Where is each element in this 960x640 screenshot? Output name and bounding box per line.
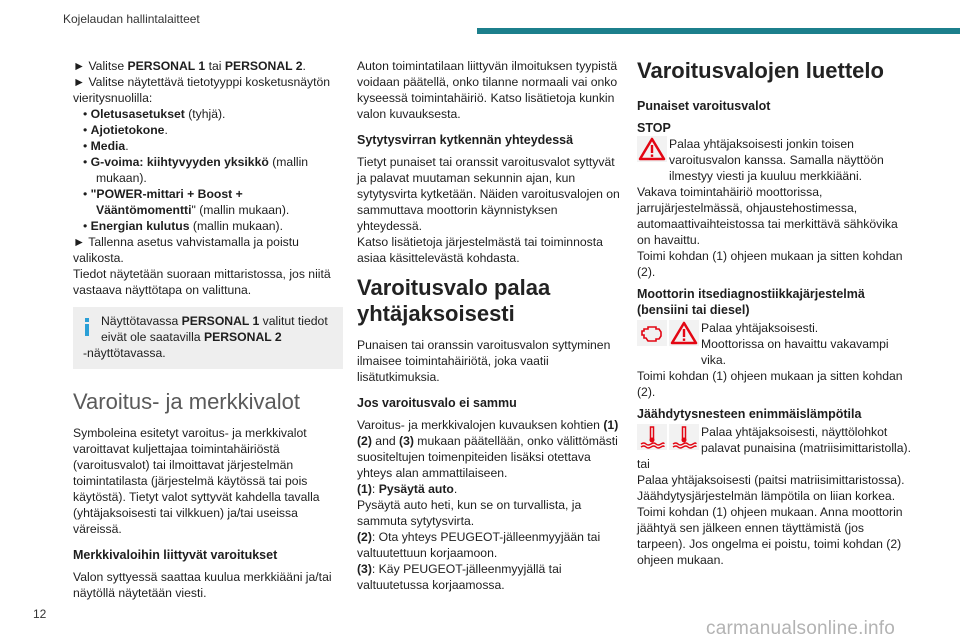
diag-title: Moottorin itsediagnostiikkajärjestelmä (bensiini tai diesel)	[637, 287, 865, 317]
stop-text-1: Palaa yhtäjaksoisesti jonkin toisen varoitusvalon kanssa. Samalla näyttöön ilmestyy viesti ja kuuluu merkkiääni.	[669, 137, 884, 183]
subheading-not-off: Jos varoitusvalo ei sammu	[357, 396, 517, 410]
coolant-temperature-icon	[637, 424, 667, 450]
bullet-power-meter: • "POWER-mittari + Boost + Vääntömomentti" (mallin mukaan).	[83, 187, 290, 217]
step-save: ► Tallenna asetus vahvistamalla ja poistu valikosta.	[73, 235, 299, 265]
header-accent-bar	[477, 28, 960, 34]
bullet-default: • Oletusasetukset (tyhjä).	[83, 107, 226, 121]
subheading-red-lights: Punaiset varoitusvalot	[637, 99, 771, 113]
alerts-text: Valon syttyessä saattaa kuulua merkkiääni ja/tai näytöllä näytetään viesti.	[73, 570, 332, 600]
engine-diagnostic-icon	[637, 320, 667, 346]
watermark: carmanualsonline.info	[706, 618, 896, 639]
diag-texts	[701, 320, 912, 368]
heading-warning-list: Varoitusvalojen luettelo	[637, 58, 884, 83]
heading-steady-light: Varoitusvalo palaa yhtäjaksoisesti	[357, 275, 551, 326]
diag-text-1: Palaa yhtäjaksoisesti.	[701, 321, 819, 335]
page-number: 12	[33, 607, 47, 621]
section-intro: Symboleina esitetyt varoitus- ja merkkivalot varoittavat kuljettajaa toimintahäiriöstä (varoitusvalot) tai ilmoittavat järjestelmän toimintatilasta (järjestelmä käytössä tai pois käytöstä). Tietyt valot syttyvät kahdella tavalla (yhtäjaksoisesti tai vilkkuen) ja/tai useissa väreissä.	[73, 426, 320, 536]
stop-title: STOP	[637, 121, 671, 135]
display-note: Tiedot näytetään suoraan mittaristossa, jos niitä vastaava näyttötapa on valittuna.	[73, 267, 331, 297]
stop-warning-icon-2	[669, 320, 699, 346]
steady-light-text: Punaisen tai oranssin varoitusvalon syttyminen ilmaisee toimintahäiriötä, joka vaatii lisätutkimuksia.	[357, 338, 611, 384]
not-off-text: Varoitus- ja merkkivalojen kuvauksen kohtien (1)(2) and (3) mukaan päätellään, onko välittömästi suositeltujen toimenpiteiden lisäksi otettava yhteys alan ammattilaiseen.	[357, 418, 619, 480]
diag-text-2: Moottorissa on havaittu vakavampi vika.	[701, 337, 889, 367]
column-2	[357, 58, 620, 593]
diag-row	[637, 320, 912, 368]
stop-warning-icon	[637, 136, 667, 162]
coolant-temperature-icon-2	[669, 424, 699, 450]
temp-text-1: Palaa yhtäjaksoisesti, näyttölohkot palavat punaisina (matriisimittaristolla).	[701, 425, 911, 455]
ignition-text: Tietyt punaiset tai oranssit varoitusvalot syttyvät ja palavat muutaman sekunnin ajan, kun sytytysvirta kytketään. Näiden varoitusvalojen on sammuttava moottorin käynnistyksen yhteydessä.	[357, 155, 620, 233]
info-text-end: -näyttötavassa.	[83, 346, 166, 360]
step-1: (1): Pysäytä auto.	[357, 482, 458, 496]
header-title: Kojelaudan hallintalaitteet	[63, 12, 200, 26]
temp-title: Jäähdytysnesteen enimmäislämpötila	[637, 407, 862, 421]
info-text: Näyttötavassa PERSONAL 1 valitut tiedot eivät ole saatavilla PERSONAL 2	[101, 314, 328, 344]
info-icon	[84, 318, 90, 336]
column-1	[73, 58, 343, 601]
stop-text-2: Vakava toimintahäiriö moottorissa, jarrujärjestelmässä, ohjaustehostimessa, automaattivaihteistossa tai merkittävä sähkövika on havaittu.	[637, 185, 898, 247]
bullet-energy: • Energian kulutus (mallin mukaan).	[83, 219, 283, 233]
subheading-ignition: Sytytysvirran kytkennän yhteydessä	[357, 133, 574, 147]
temp-text-2: tai	[637, 457, 650, 471]
step-1-detail: Pysäytä auto heti, kun se on turvallista, ja sammuta sytytysvirta.	[357, 498, 582, 528]
bullet-trip-computer: • Ajotietokone.	[83, 123, 168, 137]
subheading-alerts: Merkkivaloihin liittyvät varoitukset	[73, 548, 278, 562]
temp-text-3: Palaa yhtäjaksoisesti (paitsi matriisimittaristossa).	[637, 473, 905, 487]
step-3: (3): Käy PEUGEOT-jälleenmyyjällä tai valtuutetussa korjaamossa.	[357, 562, 562, 592]
temp-row	[637, 424, 912, 456]
bullet-media: • Media.	[83, 139, 129, 153]
step-select-info-type: ► Valitse näytettävä tietotyyppi kosketusnäytön vieritysnuolilla:	[73, 75, 331, 105]
stop-row	[637, 136, 912, 184]
temp-text-4: Jäähdytysjärjestelmän lämpötila on liian korkea.	[637, 489, 896, 503]
diag-text-3: Toimi kohdan (1) ohjeen mukaan ja sitten kohdan (2).	[637, 369, 903, 399]
bullet-g-force: • G-voima: kiihtyvyyden yksikkö (mallin mukaan).	[83, 155, 309, 185]
ignition-see-also: Katso lisätietoja järjestelmästä tai toiminnosta asiaa käsittelevästä kohdasta.	[357, 235, 603, 265]
column-3	[637, 58, 912, 568]
info-box	[73, 307, 343, 369]
temp-text-5: Toimi kohdan (1) ohjeen mukaan. Anna moottorin jäähtyä sen jälkeen ennen täyttämistä (jos tarpeen). Jos ongelma ei poistu, toimi kohdan (2) ohjeen mukaan.	[637, 505, 903, 567]
step-2: (2): Ota yhteys PEUGEOT-jälleenmyyjään tai valtuutettuun korjaamoon.	[357, 530, 601, 560]
status-text: Auton toimintatilaan liittyvän ilmoituksen tyypistä voidaan päätellä, onko tilanne normaali vai onko kyseessä toimintahäiriö. Katso lisätietoja kunkin valon kuvauksesta.	[357, 59, 618, 121]
stop-text-3: Toimi kohdan (1) ohjeen mukaan ja sitten kohdan (2).	[637, 249, 903, 279]
step-select-personal: ► Valitse PERSONAL 1 tai PERSONAL 2.	[73, 59, 306, 73]
section-heading: Varoitus- ja merkkivalot	[73, 389, 300, 414]
